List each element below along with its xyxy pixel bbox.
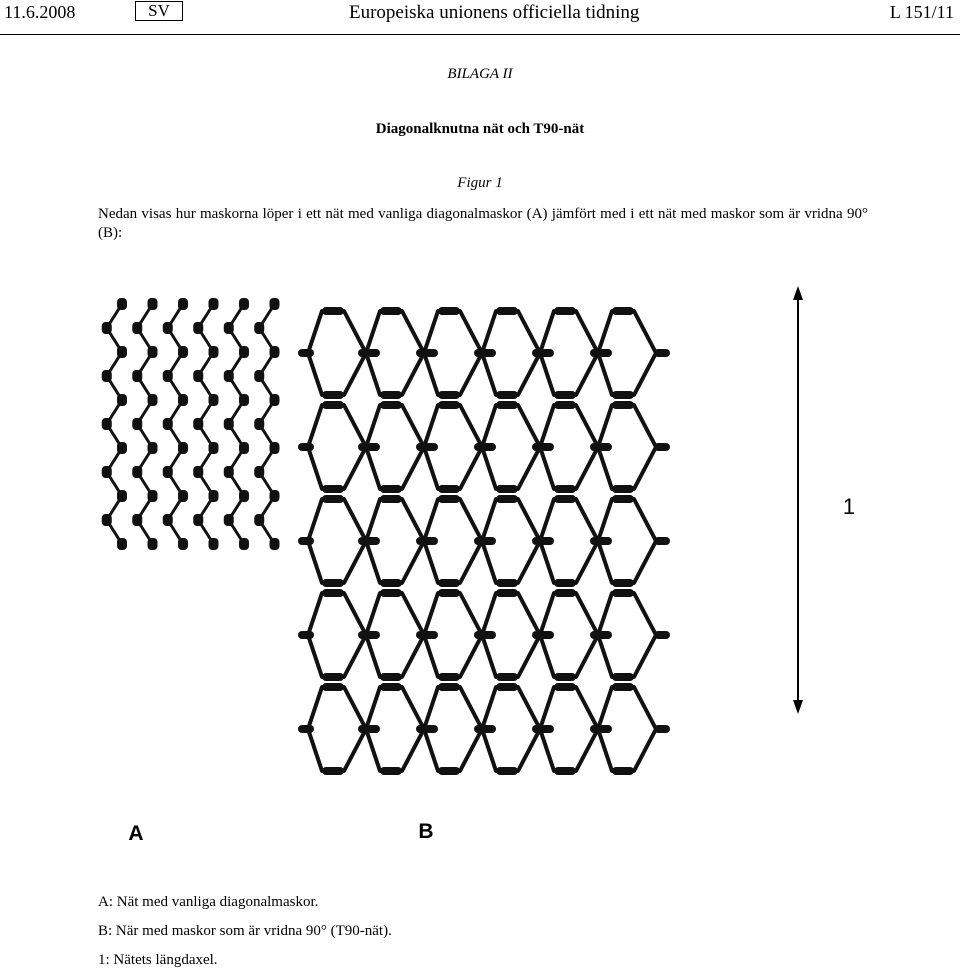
mesh-a-knot	[102, 418, 112, 430]
mesh-b-knot	[380, 495, 402, 503]
mesh-a-knot	[270, 490, 280, 502]
mesh-b-knot	[590, 537, 612, 545]
mesh-a-knot	[163, 418, 173, 430]
mesh-a-knot	[193, 370, 203, 382]
mesh-b-knot	[554, 485, 576, 493]
mesh-b-knot	[554, 579, 576, 587]
mesh-b-knot	[380, 391, 402, 399]
mesh-b-knot	[416, 349, 438, 357]
mesh-a-knot	[148, 490, 158, 502]
mesh-a-knot	[117, 298, 127, 310]
mesh-b-knot	[298, 631, 314, 639]
mesh-b-knot	[322, 589, 344, 597]
mesh-a-knot	[270, 442, 280, 454]
mesh-a-knot	[209, 490, 219, 502]
mesh-a-knot	[102, 322, 112, 334]
mesh-b-knot	[416, 631, 438, 639]
mesh-b-knot	[496, 579, 518, 587]
mesh-b-knot	[496, 767, 518, 775]
mesh-b-knot	[322, 495, 344, 503]
mesh-b-knot	[654, 631, 670, 639]
mesh-a-knot	[224, 322, 234, 334]
mesh-a-knot	[102, 466, 112, 478]
mesh-b-knot	[612, 767, 634, 775]
mesh-a-knot	[117, 442, 127, 454]
mesh-b-knot	[438, 673, 460, 681]
mesh-b-knot	[416, 443, 438, 451]
mesh-a-knot	[239, 394, 249, 406]
mesh-a-knot	[224, 514, 234, 526]
mesh-b-knot	[474, 349, 496, 357]
mesh-b-knot	[532, 537, 554, 545]
mesh-a-knot	[270, 298, 280, 310]
mesh-a-knot	[117, 490, 127, 502]
mesh-a-knot	[132, 514, 142, 526]
mesh-b-knot	[380, 589, 402, 597]
mesh-b-knot	[438, 485, 460, 493]
mesh-b-knot	[496, 589, 518, 597]
mesh-b-knot	[322, 391, 344, 399]
mesh-a-knot	[178, 394, 188, 406]
mesh-b-knot	[358, 725, 380, 733]
mesh-a-knot	[163, 370, 173, 382]
caption-axis: 1: Nätets längdaxel.	[98, 952, 218, 968]
mesh-b-knot	[474, 631, 496, 639]
mesh-b-knot	[358, 631, 380, 639]
mesh-b-knot	[322, 401, 344, 409]
mesh-a-knot	[148, 394, 158, 406]
mesh-b-knot	[612, 589, 634, 597]
mesh-b-knot	[532, 631, 554, 639]
mesh-a-knot	[178, 442, 188, 454]
mesh-a-knot	[148, 538, 158, 550]
figure-background	[70, 283, 870, 855]
mesh-b-knot	[532, 443, 554, 451]
mesh-a-knot	[209, 442, 219, 454]
mesh-b-knot	[438, 307, 460, 315]
mesh-a-knot	[163, 322, 173, 334]
mesh-b-knot	[554, 589, 576, 597]
mesh-a-knot	[163, 466, 173, 478]
mesh-a-knot	[148, 346, 158, 358]
mesh-b-knot	[654, 443, 670, 451]
mesh-b-knot	[532, 725, 554, 733]
mesh-a-knot	[224, 466, 234, 478]
mesh-b-knot	[322, 307, 344, 315]
mesh-b-knot	[438, 401, 460, 409]
mesh-a-knot	[239, 346, 249, 358]
mesh-b-knot	[496, 391, 518, 399]
mesh-b-knot	[358, 443, 380, 451]
mesh-b-knot	[612, 485, 634, 493]
mesh-a-knot	[193, 514, 203, 526]
mesh-b-knot	[612, 307, 634, 315]
mesh-b-knot	[380, 485, 402, 493]
mesh-a-knot	[224, 370, 234, 382]
mesh-a-knot	[270, 538, 280, 550]
mesh-b-knot	[654, 725, 670, 733]
mesh-b-knot	[322, 767, 344, 775]
mesh-b-knot	[590, 443, 612, 451]
page-header	[0, 0, 960, 35]
mesh-a-knot	[254, 322, 264, 334]
mesh-b-knot	[554, 391, 576, 399]
mesh-b-knot	[554, 683, 576, 691]
mesh-a-knot	[224, 418, 234, 430]
caption-a: A: Nät med vanliga diagonalmaskor.	[98, 894, 319, 910]
mesh-a-knot	[102, 514, 112, 526]
mesh-b-knot	[322, 579, 344, 587]
mesh-a-knot	[270, 346, 280, 358]
mesh-a-knot	[209, 394, 219, 406]
mesh-b-knot	[438, 767, 460, 775]
mesh-a-knot	[178, 298, 188, 310]
mesh-a-knot	[178, 346, 188, 358]
mesh-b-knot	[438, 579, 460, 587]
net-b-label: B	[418, 820, 434, 843]
mesh-a-knot	[209, 346, 219, 358]
mesh-b-knot	[554, 307, 576, 315]
mesh-b-knot	[438, 683, 460, 691]
mesh-a-knot	[193, 418, 203, 430]
mesh-b-knot	[380, 767, 402, 775]
language-code: SV	[135, 1, 183, 21]
mesh-a-knot	[239, 442, 249, 454]
mesh-b-knot	[380, 673, 402, 681]
mesh-a-knot	[254, 370, 264, 382]
mesh-b-knot	[438, 589, 460, 597]
mesh-b-knot	[496, 495, 518, 503]
mesh-b-knot	[612, 401, 634, 409]
mesh-b-knot	[496, 307, 518, 315]
mesh-a-knot	[132, 370, 142, 382]
mesh-a-knot	[163, 514, 173, 526]
mesh-b-knot	[380, 401, 402, 409]
axis-label: 1	[842, 494, 856, 519]
mesh-b-knot	[380, 683, 402, 691]
mesh-b-knot	[612, 673, 634, 681]
mesh-a-knot	[239, 538, 249, 550]
mesh-a-knot	[148, 298, 158, 310]
mesh-b-knot	[554, 495, 576, 503]
mesh-a-knot	[193, 466, 203, 478]
mesh-b-knot	[554, 401, 576, 409]
mesh-b-knot	[298, 349, 314, 357]
mesh-a-knot	[239, 298, 249, 310]
mesh-a-knot	[132, 418, 142, 430]
mesh-b-knot	[416, 725, 438, 733]
mesh-b-knot	[298, 537, 314, 545]
mesh-a-knot	[209, 298, 219, 310]
intro-paragraph: Nedan visas hur maskorna löper i ett nät med vanliga diagonalmaskor (A) jämfört med i ett nät med maskor som är vridna 90° (B):	[98, 206, 868, 241]
mesh-a-knot	[148, 442, 158, 454]
mesh-b-knot	[322, 683, 344, 691]
mesh-a-knot	[117, 538, 127, 550]
mesh-b-knot	[298, 725, 314, 733]
section-title: Diagonalknutna nät och T90-nät	[375, 121, 585, 137]
mesh-a-knot	[132, 466, 142, 478]
mesh-b-knot	[612, 391, 634, 399]
mesh-a-knot	[254, 418, 264, 430]
caption-b: B: När med maskor som är vridna 90° (T90-nät).	[98, 923, 392, 939]
mesh-b-knot	[532, 349, 554, 357]
mesh-a-knot	[102, 370, 112, 382]
mesh-b-knot	[590, 349, 612, 357]
mesh-a-knot	[209, 538, 219, 550]
mesh-b-knot	[612, 579, 634, 587]
mesh-b-knot	[554, 673, 576, 681]
mesh-a-knot	[178, 490, 188, 502]
mesh-a-knot	[270, 394, 280, 406]
mesh-b-knot	[322, 485, 344, 493]
mesh-b-knot	[590, 725, 612, 733]
mesh-b-knot	[496, 683, 518, 691]
mesh-a-knot	[117, 346, 127, 358]
mesh-b-knot	[496, 673, 518, 681]
mesh-b-knot	[612, 683, 634, 691]
mesh-b-knot	[298, 443, 314, 451]
mesh-b-knot	[496, 401, 518, 409]
publication-date: 11.6.2008	[4, 2, 76, 22]
figure-label: Figur 1	[457, 175, 503, 191]
mesh-b-knot	[554, 767, 576, 775]
mesh-b-knot	[496, 485, 518, 493]
mesh-b-knot	[654, 537, 670, 545]
mesh-b-knot	[358, 537, 380, 545]
mesh-b-knot	[322, 673, 344, 681]
annex-label: BILAGA II	[447, 66, 513, 82]
mesh-b-knot	[612, 495, 634, 503]
mesh-b-knot	[474, 725, 496, 733]
mesh-b-knot	[474, 443, 496, 451]
mesh-a-knot	[254, 466, 264, 478]
mesh-a-knot	[178, 538, 188, 550]
mesh-b-knot	[590, 631, 612, 639]
mesh-a-knot	[239, 490, 249, 502]
net-a-label: A	[128, 822, 144, 845]
mesh-b-knot	[380, 307, 402, 315]
page-reference: L 151/11	[889, 2, 954, 22]
mesh-b-knot	[416, 537, 438, 545]
mesh-a-knot	[254, 514, 264, 526]
mesh-a-knot	[117, 394, 127, 406]
net-figure	[70, 283, 870, 855]
mesh-a-knot	[193, 322, 203, 334]
mesh-b-knot	[654, 349, 670, 357]
mesh-b-knot	[474, 537, 496, 545]
mesh-b-knot	[438, 495, 460, 503]
journal-title: Europeiska unionens officiella tidning	[349, 2, 640, 23]
mesh-b-knot	[438, 391, 460, 399]
figure-captions	[98, 892, 868, 979]
mesh-b-knot	[358, 349, 380, 357]
mesh-a-knot	[132, 322, 142, 334]
mesh-b-knot	[380, 579, 402, 587]
